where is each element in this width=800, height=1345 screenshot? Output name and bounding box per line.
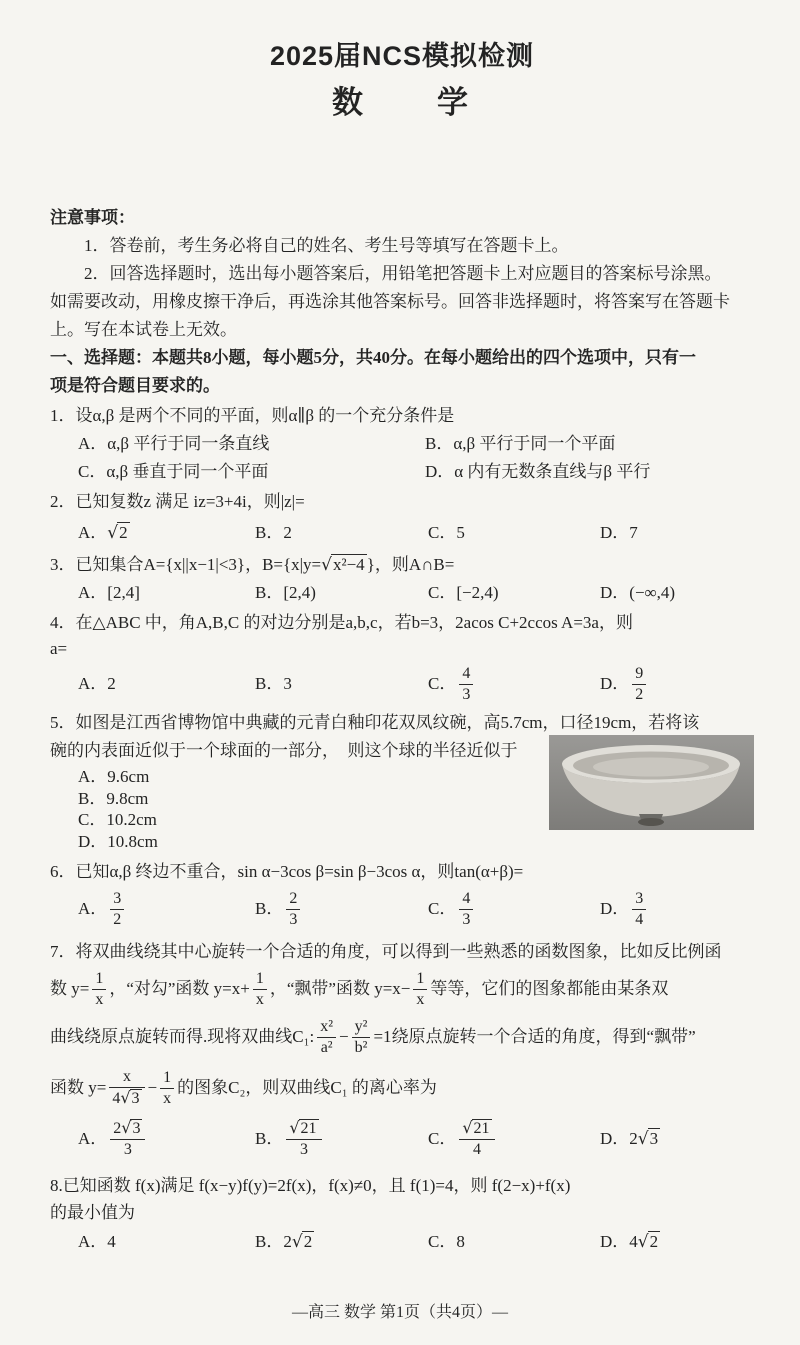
question-7 xyxy=(50,938,754,1164)
q4-stem-line-2: a= xyxy=(50,639,68,658)
option-a: A．9.6cm xyxy=(78,767,150,786)
q8-options xyxy=(50,1225,754,1258)
fraction: $\frac{2√3}{3}$ xyxy=(110,1118,145,1160)
option-c: C． $\frac{√21}{4}$ xyxy=(428,1114,600,1164)
page-footer: —高三 数学 第1页（共4页）— xyxy=(291,1304,508,1321)
section-heading-line-2: 项是符合题目要求的。 xyxy=(50,376,220,395)
fraction: $\frac{3}{2}$ xyxy=(110,889,124,930)
question-5 xyxy=(50,709,754,852)
fraction: $\frac{√21}{4}$ xyxy=(459,1118,494,1160)
q5-stem-line-1: 5．如图是江西省博物馆中典藏的元青白釉印花双凤纹碗，高5.7cm，口径19cm，若将该 xyxy=(50,713,700,732)
option-d: D． $\frac{3}{4}$ xyxy=(600,886,754,932)
question-8 xyxy=(50,1172,754,1258)
option-c: C．10.2cm xyxy=(78,810,157,829)
option-c: C．α,β 垂直于同一个平面 xyxy=(78,462,269,481)
sqrt-radical: √x²−4 xyxy=(321,555,365,575)
q7-line-2: 数 y= $\frac{1}{x}$ ，“对勾”函数 y=x+ $\frac{1}{x}$ ，“飘带”函数 y=x− $\frac{1}{x}$ 等等，它们的图象都能由某条双 xyxy=(50,969,669,1008)
bowl-illustration xyxy=(549,735,754,830)
fraction: $\frac{1}{x}$ xyxy=(92,969,106,1010)
q6-stem: 6．已知α,β 终边不重合，sin α−3cos β=sin β−3cos α，则tan(α+β)= xyxy=(50,862,524,881)
option-b: B． 2 √2 xyxy=(255,1225,428,1258)
option-a: A．2 xyxy=(78,674,116,693)
notice-section xyxy=(50,204,754,344)
option-b: B．[2,4) xyxy=(255,583,316,602)
q6-options xyxy=(50,886,754,932)
option-d: D．α 内有无数条直线与β 平行 xyxy=(425,462,651,481)
q1-stem: 1．设α,β 是两个不同的平面，则α∥β 的一个充分条件是 xyxy=(50,406,455,425)
q2-stem: 2．已知复数z 满足 iz=3+4i，则|z|= xyxy=(50,492,305,511)
question-6 xyxy=(50,858,754,932)
option-a: A． $\frac{2√3}{3}$ xyxy=(78,1114,255,1164)
option-c: C．[−2,4) xyxy=(428,583,499,602)
question-3 xyxy=(50,551,754,607)
sqrt-radical: √21 xyxy=(462,1118,490,1137)
option-d: D． $\frac{9}{2}$ xyxy=(600,661,754,707)
q4-options xyxy=(50,661,754,707)
option-d: D．10.8cm xyxy=(78,831,158,851)
fraction: $\frac{3}{4}$ xyxy=(632,889,646,930)
option-c: C． $\frac{4}{3}$ xyxy=(428,661,600,707)
option-d: D．7 xyxy=(600,522,638,542)
q8-stem-line-1: 8.已知函数 f(x)满足 f(x−y)f(y)=2f(x)，f(x)≠0，且 f(1)=4，则 f(2−x)+f(x) xyxy=(50,1176,571,1195)
sqrt-radical: √21 xyxy=(289,1118,317,1137)
fraction: $\frac{√21}{3}$ xyxy=(286,1118,321,1160)
fraction: $\frac{1}{x}$ xyxy=(160,1068,174,1109)
exam-subject: 数 学 xyxy=(332,85,472,120)
notice-heading: 注意事项： xyxy=(50,208,135,227)
section-heading-line-1: 一、选择题：本题共8小题，每小题5分，共40分。在每小题给出的四个选项中，只有一 xyxy=(50,348,696,367)
option-a: A． $\frac{3}{2}$ xyxy=(78,886,255,932)
option-a: A．α,β 平行于同一条直线 xyxy=(78,434,270,453)
fraction: $\frac{9}{2}$ xyxy=(632,664,646,705)
notice-item-1: 1．答卷前，考生务必将自己的姓名、考生号等填写在答题卡上。 xyxy=(84,236,569,255)
fraction: $\frac{2}{3}$ xyxy=(286,889,300,930)
notice-item-2-line-1: 2．回答选择题时，选出每小题答案后，用铅笔把答题卡上对应题目的答案标号涂黑。 xyxy=(84,264,722,283)
notice-item-2-line-3: 上。写在本试卷上无效。 xyxy=(50,320,237,339)
q5-stem-line-2: 碗的内表面近似于一个球面的一部分， 则这个球的半径近似于 xyxy=(50,741,518,760)
option-d: D． 4 √2 xyxy=(600,1225,754,1258)
sqrt-radical: √3 xyxy=(121,1118,141,1137)
q1-options-row-2 xyxy=(50,458,754,486)
bowl-photo xyxy=(549,735,754,830)
option-a: A． √2 xyxy=(78,516,255,549)
notice-item-2-line-2: 如需要改动，用橡皮擦干净后，再选涂其他答案标号。回答非选择题时，将答案写在答题卡 xyxy=(50,292,730,311)
sqrt-radical: √2 xyxy=(637,1231,659,1252)
q7-line-4: 函数 y= $\frac{x}{4√3}$ − $\frac{1}{x}$ 的图象C₂，则双曲线C₁ 的离心率为 xyxy=(50,1068,437,1107)
q7-line-3: 曲线绕原点旋转而得.现将双曲线C₁: $\frac{\text{x²}}{\text{a²}}$ − $\frac{\text{y²}}{\text{b²}}$ =1绕原点旋转一个合适的角度，得到“飘带” xyxy=(50,1017,696,1056)
option-b: B．9.8cm xyxy=(78,788,149,808)
fraction: $\frac{4}{3}$ xyxy=(459,664,473,705)
q3-stem: 3．已知集合A={x||x−1|<3}，B={x|y=√x²−4 }，则A∩B= xyxy=(50,555,455,575)
fraction: $\frac{4}{3}$ xyxy=(459,889,473,930)
q2-options xyxy=(50,516,754,549)
exam-title: 2025届NCS模拟检测 xyxy=(269,41,535,71)
sqrt-radical: √3 xyxy=(637,1129,659,1149)
option-d: D． 2 √3 xyxy=(600,1114,754,1164)
question-1 xyxy=(50,402,754,486)
option-c: C．5 xyxy=(428,522,465,542)
option-a: A．[2,4] xyxy=(78,583,140,602)
q7-options xyxy=(50,1114,754,1164)
option-c: C．8 xyxy=(428,1231,465,1251)
fraction: $\frac{\text{y²}}{\text{b²}}$ xyxy=(352,1017,371,1058)
sqrt-radical: √2 xyxy=(291,1231,313,1252)
q4-stem-line-1: 4．在△ABC 中，角A,B,C 的对边分别是a,b,c，若b=3，2acos C+2ccos A=3a，则 xyxy=(50,613,633,632)
option-b: B．3 xyxy=(255,674,292,693)
option-a: A．4 xyxy=(78,1231,116,1251)
q3-options xyxy=(50,579,754,607)
sqrt-radical: √3 xyxy=(120,1088,140,1107)
option-c: C． $\frac{4}{3}$ xyxy=(428,886,600,932)
option-b: B．α,β 平行于同一个平面 xyxy=(425,434,616,453)
fraction: $\frac{x}{4√3}$ xyxy=(109,1067,144,1109)
q1-options-row-1 xyxy=(50,430,754,458)
option-b: B．2 xyxy=(255,522,292,542)
question-2 xyxy=(50,488,754,549)
option-b: B． $\frac{√21}{3}$ xyxy=(255,1114,428,1164)
fraction: $\frac{\text{x²}}{\text{a²}}$ xyxy=(317,1017,336,1058)
sqrt-radical: √2 xyxy=(107,522,128,543)
option-b: B． $\frac{2}{3}$ xyxy=(255,886,428,932)
fraction: $\frac{1}{x}$ xyxy=(413,969,427,1010)
option-d: D．(−∞,4) xyxy=(600,583,676,602)
q7-line-1: 7．将双曲线绕其中心旋转一个合适的角度，可以得到一些熟悉的函数图象，比如反比例函 xyxy=(50,942,722,961)
q8-stem-line-2: 的最小值为 xyxy=(50,1203,135,1222)
fraction: $\frac{1}{x}$ xyxy=(253,969,267,1010)
question-4 xyxy=(50,609,754,707)
